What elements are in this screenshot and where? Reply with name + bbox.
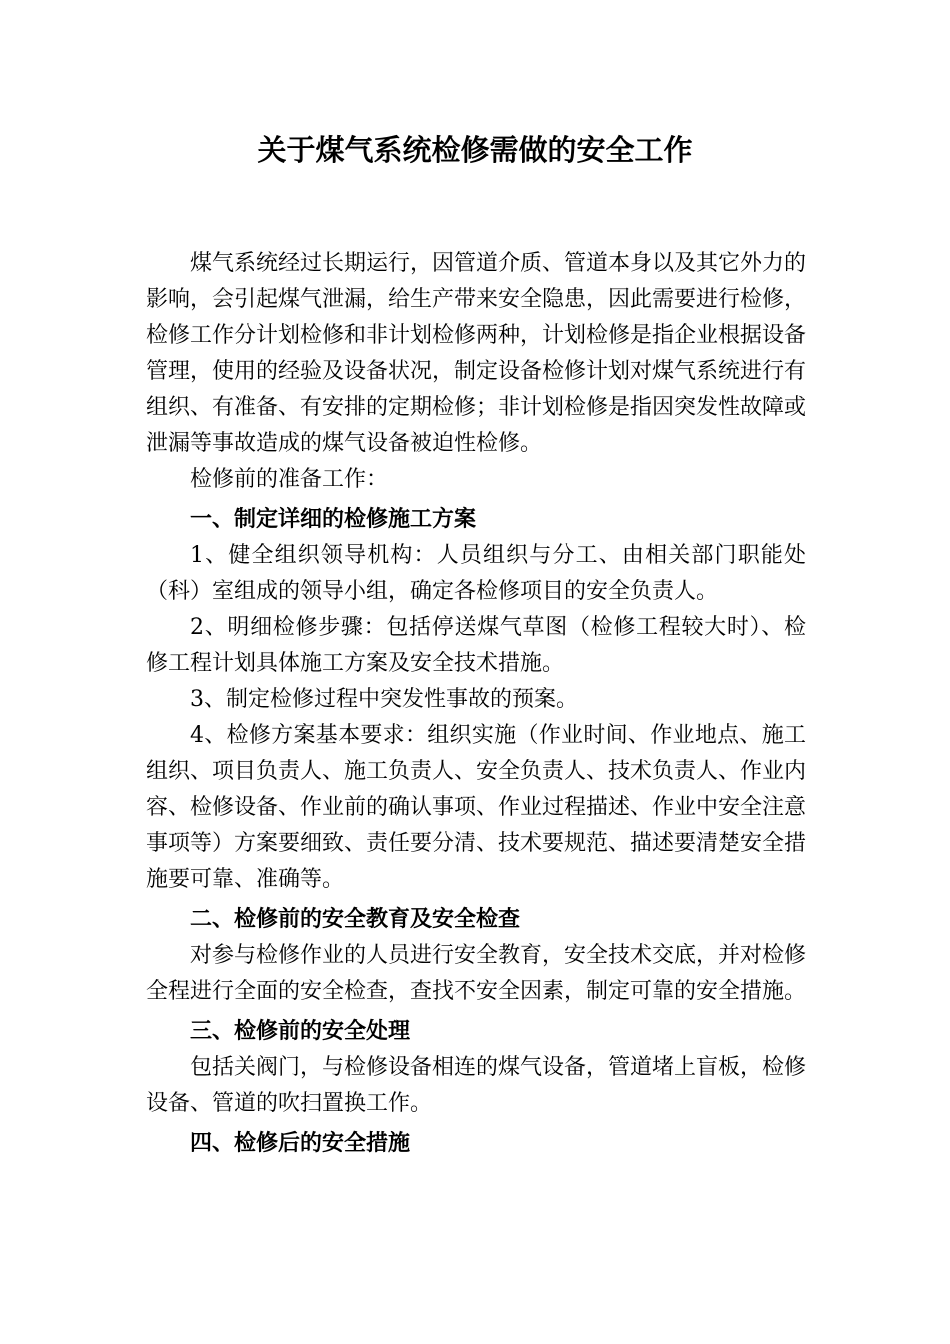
section-4-heading: 四、检修后的安全措施 <box>190 1131 411 1156</box>
section-1-heading: 一、制定详细的检修施工方案 <box>190 507 477 532</box>
prep-heading: 检修前的准备工作： <box>190 467 389 492</box>
section-1-item-4: 4、检修方案基本要求：组织实施（作业时间、作业地点、施工组织、项目负责人、施工负责人、安全负责人、技术负责人、作业内容、检修设备、作业前的确认事项、作业过程描述、作业中安全注意事项等）方案要细致、责任要分清、技术要规范、描述要清楚安全措施要可靠、准确等。 <box>146 723 807 892</box>
section-1-item-1: 1、健全组织领导机构：人员组织与分工、由相关部门职能处（科）室组成的领导小组，确定各检修项目的安全负责人。 <box>146 543 806 604</box>
section-1-item-3: 3、制定检修过程中突发性事故的预案。 <box>190 687 578 712</box>
section-2-body: 对参与检修作业的人员进行安全教育，安全技术交底，并对检修全程进行全面的安全检查，查找不安全因素，制定可靠的安全措施。 <box>146 943 807 1004</box>
section-3-body: 包括关阀门，与检修设备相连的煤气设备，管道堵上盲板，检修设备、管道的吹扫置换工作。 <box>146 1055 807 1116</box>
document-body <box>146 246 806 1162</box>
section-2-heading: 二、检修前的安全教育及安全检查 <box>190 907 521 932</box>
section-1-item-2: 2、明细检修步骤：包括停送煤气草图（检修工程较大时）、检修工程计划具体施工方案及安全技术措施。 <box>146 615 806 676</box>
section-3-heading: 三、检修前的安全处理 <box>190 1019 411 1044</box>
document-title: 关于煤气系统检修需做的安全工作 <box>257 133 693 167</box>
intro-paragraph: 煤气系统经过长期运行，因管道介质、管道本身以及其它外力的影响，会引起煤气泄漏，给生产带来安全隐患，因此需要进行检修，检修工作分计划检修和非计划检修两种，计划检修是指企业根据设备管理，使用的经验及设备状况，制定设备检修计划对煤气系统进行有组织、有准备、有安排的定期检修；非计划检修是指因突发性故障或泄漏等事故造成的煤气设备被迫性检修。 <box>146 251 807 456</box>
